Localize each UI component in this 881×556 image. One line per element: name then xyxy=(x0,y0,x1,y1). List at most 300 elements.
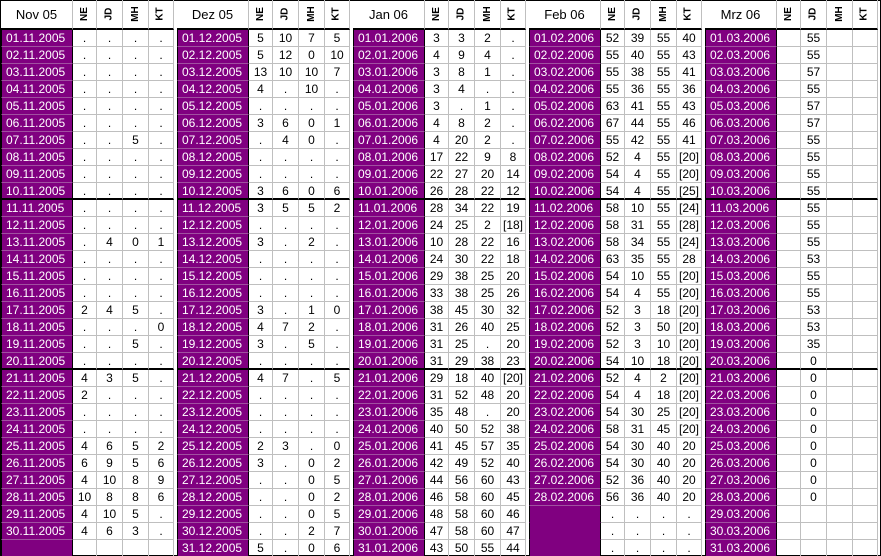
date-cell[interactable]: 09.02.2006 xyxy=(529,166,601,183)
value-cell[interactable]: 10 xyxy=(625,200,651,217)
date-cell[interactable]: 20.12.2005 xyxy=(177,353,249,370)
value-cell[interactable]: 20 xyxy=(501,387,526,404)
value-cell[interactable]: . xyxy=(123,387,149,404)
value-cell[interactable]: 55 xyxy=(801,81,827,98)
date-cell[interactable]: 08.12.2005 xyxy=(177,149,249,166)
date-cell[interactable]: 09.01.2006 xyxy=(353,166,425,183)
date-cell[interactable]: 09.03.2006 xyxy=(705,166,777,183)
date-cell[interactable]: 31.12.2005 xyxy=(177,540,249,556)
value-cell[interactable]: 55 xyxy=(801,285,827,302)
date-cell[interactable]: 26.03.2006 xyxy=(705,455,777,472)
value-cell[interactable]: 10 xyxy=(273,30,299,47)
value-cell[interactable]: 3 xyxy=(425,98,449,115)
value-cell[interactable] xyxy=(827,251,853,268)
value-cell[interactable] xyxy=(853,489,878,506)
date-cell[interactable]: 26.12.2005 xyxy=(177,455,249,472)
value-cell[interactable] xyxy=(853,268,878,285)
date-cell[interactable]: 30.11.2005 xyxy=(1,523,73,540)
date-cell[interactable]: 26.02.2006 xyxy=(529,455,601,472)
date-cell[interactable]: 18.02.2006 xyxy=(529,319,601,336)
date-cell[interactable]: 26.01.2006 xyxy=(353,455,425,472)
date-cell[interactable]: 03.03.2006 xyxy=(705,64,777,81)
value-cell[interactable]: 47 xyxy=(501,523,526,540)
value-cell[interactable] xyxy=(827,132,853,149)
value-cell[interactable]: 38 xyxy=(475,353,501,370)
value-cell[interactable]: 46 xyxy=(425,489,449,506)
value-cell[interactable] xyxy=(801,506,827,523)
value-cell[interactable]: [24] xyxy=(677,234,702,251)
value-cell[interactable] xyxy=(853,115,878,132)
value-cell[interactable]: 35 xyxy=(425,404,449,421)
date-cell[interactable]: 01.02.2006 xyxy=(529,30,601,47)
value-cell[interactable]: 2 xyxy=(475,132,501,149)
date-cell[interactable]: 08.11.2005 xyxy=(1,149,73,166)
value-cell[interactable]: 58 xyxy=(449,506,475,523)
value-cell[interactable]: 36 xyxy=(625,81,651,98)
value-cell[interactable]: 3 xyxy=(449,30,475,47)
date-cell[interactable]: 11.03.2006 xyxy=(705,200,777,217)
value-cell[interactable]: 43 xyxy=(677,47,702,64)
column-header[interactable] xyxy=(249,0,273,30)
value-cell[interactable] xyxy=(853,506,878,523)
date-cell[interactable]: 05.01.2006 xyxy=(353,98,425,115)
value-cell[interactable]: 55 xyxy=(801,166,827,183)
value-cell[interactable]: . xyxy=(73,166,97,183)
value-cell[interactable]: . xyxy=(299,404,325,421)
value-cell[interactable]: . xyxy=(501,64,526,81)
value-cell[interactable]: 5 xyxy=(325,506,350,523)
column-header[interactable] xyxy=(827,0,853,30)
value-cell[interactable]: 26 xyxy=(501,285,526,302)
value-cell[interactable]: 4 xyxy=(273,132,299,149)
value-cell[interactable]: [20] xyxy=(677,404,702,421)
value-cell[interactable]: 7 xyxy=(273,319,299,336)
value-cell[interactable]: . xyxy=(249,98,273,115)
value-cell[interactable] xyxy=(777,319,801,336)
date-cell[interactable]: 16.02.2006 xyxy=(529,285,601,302)
value-cell[interactable]: . xyxy=(97,217,123,234)
value-cell[interactable]: 55 xyxy=(651,251,677,268)
value-cell[interactable]: . xyxy=(299,353,325,370)
value-cell[interactable]: . xyxy=(501,115,526,132)
value-cell[interactable] xyxy=(827,404,853,421)
date-cell[interactable]: 14.12.2005 xyxy=(177,251,249,268)
value-cell[interactable]: 35 xyxy=(801,336,827,353)
value-cell[interactable]: 3 xyxy=(97,370,123,387)
value-cell[interactable]: 55 xyxy=(801,149,827,166)
value-cell[interactable]: 36 xyxy=(625,472,651,489)
value-cell[interactable]: . xyxy=(299,370,325,387)
value-cell[interactable]: 10 xyxy=(325,47,350,64)
month-header[interactable]: Mrz 06 xyxy=(705,0,777,30)
value-cell[interactable]: . xyxy=(273,540,299,556)
value-cell[interactable]: . xyxy=(325,217,350,234)
value-cell[interactable]: 55 xyxy=(651,47,677,64)
value-cell[interactable]: . xyxy=(249,251,273,268)
value-cell[interactable]: . xyxy=(249,489,273,506)
value-cell[interactable]: . xyxy=(677,506,702,523)
value-cell[interactable]: 38 xyxy=(425,302,449,319)
date-cell[interactable]: 02.01.2006 xyxy=(353,47,425,64)
value-cell[interactable]: 2 xyxy=(475,217,501,234)
value-cell[interactable]: 22 xyxy=(475,251,501,268)
value-cell[interactable]: 58 xyxy=(601,200,625,217)
date-cell[interactable]: 12.12.2005 xyxy=(177,217,249,234)
value-cell[interactable]: 4 xyxy=(625,370,651,387)
value-cell[interactable]: 55 xyxy=(651,217,677,234)
value-cell[interactable]: 4 xyxy=(425,115,449,132)
value-cell[interactable]: 0 xyxy=(801,404,827,421)
value-cell[interactable]: . xyxy=(249,268,273,285)
date-cell[interactable]: 01.11.2005 xyxy=(1,30,73,47)
value-cell[interactable]: 52 xyxy=(475,421,501,438)
value-cell[interactable]: 0 xyxy=(801,489,827,506)
value-cell[interactable]: . xyxy=(325,319,350,336)
value-cell[interactable]: 38 xyxy=(449,285,475,302)
value-cell[interactable]: 0 xyxy=(801,438,827,455)
value-cell[interactable]: 38 xyxy=(501,421,526,438)
column-header[interactable] xyxy=(853,0,878,30)
date-cell[interactable]: 06.01.2006 xyxy=(353,115,425,132)
value-cell[interactable] xyxy=(777,353,801,370)
date-cell[interactable]: 14.11.2005 xyxy=(1,251,73,268)
date-cell[interactable]: 17.01.2006 xyxy=(353,302,425,319)
value-cell[interactable]: 54 xyxy=(601,183,625,200)
value-cell[interactable]: 63 xyxy=(601,98,625,115)
date-cell[interactable]: 21.03.2006 xyxy=(705,370,777,387)
value-cell[interactable]: 55 xyxy=(801,47,827,64)
value-cell[interactable]: 57 xyxy=(801,64,827,81)
value-cell[interactable]: 10 xyxy=(97,472,123,489)
value-cell[interactable]: 4 xyxy=(97,302,123,319)
value-cell[interactable]: 55 xyxy=(601,47,625,64)
date-cell[interactable]: 29.11.2005 xyxy=(1,506,73,523)
value-cell[interactable]: 55 xyxy=(651,115,677,132)
value-cell[interactable]: 40 xyxy=(651,438,677,455)
value-cell[interactable]: 58 xyxy=(449,489,475,506)
value-cell[interactable] xyxy=(853,149,878,166)
value-cell[interactable]: 55 xyxy=(801,132,827,149)
value-cell[interactable]: 36 xyxy=(677,81,702,98)
value-cell[interactable] xyxy=(777,523,801,540)
value-cell[interactable]: 48 xyxy=(425,506,449,523)
value-cell[interactable]: . xyxy=(273,81,299,98)
value-cell[interactable]: . xyxy=(651,540,677,556)
value-cell[interactable]: 58 xyxy=(449,523,475,540)
value-cell[interactable]: . xyxy=(123,149,149,166)
date-cell[interactable] xyxy=(529,523,601,540)
value-cell[interactable] xyxy=(777,506,801,523)
date-cell[interactable]: 25.12.2005 xyxy=(177,438,249,455)
value-cell[interactable]: . xyxy=(273,302,299,319)
date-cell[interactable]: 12.11.2005 xyxy=(1,217,73,234)
value-cell[interactable]: . xyxy=(123,319,149,336)
value-cell[interactable]: 55 xyxy=(801,234,827,251)
value-cell[interactable]: 3 xyxy=(625,336,651,353)
value-cell[interactable]: 5 xyxy=(123,370,149,387)
value-cell[interactable]: 3 xyxy=(625,302,651,319)
value-cell[interactable]: [28] xyxy=(677,217,702,234)
value-cell[interactable]: 10 xyxy=(299,64,325,81)
value-cell[interactable]: . xyxy=(501,81,526,98)
date-cell[interactable]: 05.12.2005 xyxy=(177,98,249,115)
value-cell[interactable]: 3 xyxy=(425,81,449,98)
value-cell[interactable]: . xyxy=(273,251,299,268)
date-cell[interactable]: 19.11.2005 xyxy=(1,336,73,353)
value-cell[interactable]: 0 xyxy=(299,132,325,149)
value-cell[interactable] xyxy=(777,455,801,472)
value-cell[interactable]: . xyxy=(475,336,501,353)
value-cell[interactable]: 0 xyxy=(801,370,827,387)
date-cell[interactable]: 15.12.2005 xyxy=(177,268,249,285)
value-cell[interactable]: 0 xyxy=(801,421,827,438)
value-cell[interactable] xyxy=(853,387,878,404)
value-cell[interactable]: 31 xyxy=(425,387,449,404)
date-cell[interactable]: 06.03.2006 xyxy=(705,115,777,132)
value-cell[interactable]: . xyxy=(273,217,299,234)
value-cell[interactable]: 30 xyxy=(449,251,475,268)
value-cell[interactable]: 52 xyxy=(449,387,475,404)
date-cell[interactable]: 29.01.2006 xyxy=(353,506,425,523)
value-cell[interactable]: 31 xyxy=(625,421,651,438)
value-cell[interactable] xyxy=(97,540,123,556)
value-cell[interactable]: 2 xyxy=(325,455,350,472)
value-cell[interactable]: . xyxy=(149,115,174,132)
value-cell[interactable] xyxy=(777,47,801,64)
date-cell[interactable]: 24.01.2006 xyxy=(353,421,425,438)
value-cell[interactable]: 29 xyxy=(425,370,449,387)
value-cell[interactable]: 0 xyxy=(299,540,325,556)
value-cell[interactable]: 32 xyxy=(501,302,526,319)
value-cell[interactable]: 25 xyxy=(475,285,501,302)
value-cell[interactable]: 54 xyxy=(601,166,625,183)
value-cell[interactable]: 33 xyxy=(425,285,449,302)
date-cell[interactable]: 08.02.2006 xyxy=(529,149,601,166)
value-cell[interactable] xyxy=(777,421,801,438)
value-cell[interactable]: 8 xyxy=(123,472,149,489)
value-cell[interactable] xyxy=(777,387,801,404)
value-cell[interactable]: . xyxy=(73,217,97,234)
value-cell[interactable]: 60 xyxy=(475,523,501,540)
value-cell[interactable] xyxy=(827,285,853,302)
value-cell[interactable]: . xyxy=(249,166,273,183)
value-cell[interactable]: 7 xyxy=(299,30,325,47)
value-cell[interactable]: 24 xyxy=(425,251,449,268)
value-cell[interactable]: 41 xyxy=(425,438,449,455)
value-cell[interactable]: 55 xyxy=(801,268,827,285)
value-cell[interactable]: . xyxy=(149,183,174,200)
value-cell[interactable]: 57 xyxy=(801,98,827,115)
value-cell[interactable]: 46 xyxy=(677,115,702,132)
date-cell[interactable]: 10.02.2006 xyxy=(529,183,601,200)
value-cell[interactable]: 49 xyxy=(449,455,475,472)
value-cell[interactable] xyxy=(827,472,853,489)
value-cell[interactable]: . xyxy=(273,404,299,421)
value-cell[interactable]: 40 xyxy=(651,489,677,506)
date-cell[interactable]: 19.02.2006 xyxy=(529,336,601,353)
month-header[interactable]: Dez 05 xyxy=(177,0,249,30)
value-cell[interactable] xyxy=(827,30,853,47)
value-cell[interactable]: . xyxy=(73,81,97,98)
date-cell[interactable]: 04.02.2006 xyxy=(529,81,601,98)
value-cell[interactable]: 29 xyxy=(449,353,475,370)
value-cell[interactable]: . xyxy=(73,132,97,149)
value-cell[interactable]: . xyxy=(325,285,350,302)
value-cell[interactable]: . xyxy=(325,421,350,438)
value-cell[interactable]: [20] xyxy=(501,370,526,387)
value-cell[interactable]: . xyxy=(299,285,325,302)
value-cell[interactable]: 3 xyxy=(249,336,273,353)
column-header[interactable] xyxy=(97,0,123,30)
value-cell[interactable] xyxy=(777,234,801,251)
value-cell[interactable]: 0 xyxy=(299,455,325,472)
value-cell[interactable]: 42 xyxy=(425,455,449,472)
date-cell[interactable]: 18.12.2005 xyxy=(177,319,249,336)
value-cell[interactable]: . xyxy=(97,30,123,47)
value-cell[interactable]: 55 xyxy=(801,183,827,200)
value-cell[interactable]: . xyxy=(601,540,625,556)
value-cell[interactable]: . xyxy=(73,285,97,302)
value-cell[interactable]: 41 xyxy=(625,98,651,115)
value-cell[interactable]: . xyxy=(449,98,475,115)
value-cell[interactable]: 55 xyxy=(651,285,677,302)
value-cell[interactable]: 22 xyxy=(475,183,501,200)
value-cell[interactable]: 5 xyxy=(325,30,350,47)
value-cell[interactable]: 0 xyxy=(299,115,325,132)
value-cell[interactable]: 58 xyxy=(601,234,625,251)
value-cell[interactable]: 55 xyxy=(651,81,677,98)
value-cell[interactable]: 2 xyxy=(299,319,325,336)
value-cell[interactable]: . xyxy=(73,404,97,421)
date-cell[interactable]: 17.12.2005 xyxy=(177,302,249,319)
value-cell[interactable] xyxy=(853,336,878,353)
date-cell[interactable]: 15.01.2006 xyxy=(353,268,425,285)
value-cell[interactable]: 54 xyxy=(601,404,625,421)
value-cell[interactable]: . xyxy=(149,523,174,540)
value-cell[interactable] xyxy=(777,285,801,302)
date-cell[interactable]: 30.01.2006 xyxy=(353,523,425,540)
value-cell[interactable]: 50 xyxy=(449,540,475,556)
value-cell[interactable] xyxy=(853,30,878,47)
value-cell[interactable]: 55 xyxy=(651,64,677,81)
value-cell[interactable] xyxy=(777,302,801,319)
date-cell[interactable]: 07.03.2006 xyxy=(705,132,777,149)
date-cell[interactable]: 06.12.2005 xyxy=(177,115,249,132)
value-cell[interactable]: 30 xyxy=(625,455,651,472)
value-cell[interactable]: 8 xyxy=(97,489,123,506)
date-cell[interactable]: 24.11.2005 xyxy=(1,421,73,438)
value-cell[interactable]: 4 xyxy=(625,285,651,302)
value-cell[interactable]: . xyxy=(97,47,123,64)
value-cell[interactable]: 24 xyxy=(425,217,449,234)
value-cell[interactable]: . xyxy=(651,523,677,540)
value-cell[interactable]: 31 xyxy=(425,319,449,336)
value-cell[interactable]: . xyxy=(97,115,123,132)
date-cell[interactable]: 24.03.2006 xyxy=(705,421,777,438)
value-cell[interactable]: 53 xyxy=(801,302,827,319)
value-cell[interactable]: . xyxy=(325,404,350,421)
value-cell[interactable]: . xyxy=(273,98,299,115)
value-cell[interactable]: . xyxy=(273,149,299,166)
value-cell[interactable]: 6 xyxy=(273,115,299,132)
value-cell[interactable]: 56 xyxy=(449,472,475,489)
value-cell[interactable]: 6 xyxy=(273,183,299,200)
value-cell[interactable]: 45 xyxy=(651,421,677,438)
value-cell[interactable]: [20] xyxy=(677,268,702,285)
value-cell[interactable]: 25 xyxy=(475,268,501,285)
value-cell[interactable]: 55 xyxy=(651,183,677,200)
value-cell[interactable]: 47 xyxy=(425,523,449,540)
value-cell[interactable] xyxy=(777,370,801,387)
value-cell[interactable]: . xyxy=(249,404,273,421)
value-cell[interactable]: 4 xyxy=(73,506,97,523)
value-cell[interactable]: 20 xyxy=(449,132,475,149)
value-cell[interactable]: 54 xyxy=(601,438,625,455)
value-cell[interactable] xyxy=(827,268,853,285)
value-cell[interactable] xyxy=(827,149,853,166)
value-cell[interactable]: 0 xyxy=(299,489,325,506)
value-cell[interactable]: 52 xyxy=(601,149,625,166)
value-cell[interactable]: . xyxy=(73,115,97,132)
value-cell[interactable]: . xyxy=(97,132,123,149)
value-cell[interactable]: . xyxy=(123,30,149,47)
value-cell[interactable]: 2 xyxy=(73,387,97,404)
value-cell[interactable]: . xyxy=(273,285,299,302)
value-cell[interactable]: . xyxy=(325,353,350,370)
value-cell[interactable] xyxy=(853,438,878,455)
date-cell[interactable]: 14.02.2006 xyxy=(529,251,601,268)
value-cell[interactable]: 10 xyxy=(73,489,97,506)
date-cell[interactable]: 28.11.2005 xyxy=(1,489,73,506)
value-cell[interactable]: . xyxy=(149,404,174,421)
value-cell[interactable]: 26 xyxy=(449,319,475,336)
date-cell[interactable]: 15.11.2005 xyxy=(1,268,73,285)
value-cell[interactable]: . xyxy=(149,47,174,64)
date-cell[interactable]: 04.12.2005 xyxy=(177,81,249,98)
date-cell[interactable]: 06.11.2005 xyxy=(1,115,73,132)
value-cell[interactable]: 4 xyxy=(425,132,449,149)
value-cell[interactable] xyxy=(777,64,801,81)
value-cell[interactable]: 22 xyxy=(475,200,501,217)
value-cell[interactable] xyxy=(853,455,878,472)
value-cell[interactable]: 5 xyxy=(123,302,149,319)
value-cell[interactable]: . xyxy=(97,421,123,438)
date-cell[interactable]: 02.11.2005 xyxy=(1,47,73,64)
date-cell[interactable]: 01.01.2006 xyxy=(353,30,425,47)
date-cell[interactable]: 19.01.2006 xyxy=(353,336,425,353)
value-cell[interactable]: 55 xyxy=(651,149,677,166)
date-cell[interactable]: 10.03.2006 xyxy=(705,183,777,200)
value-cell[interactable]: 38 xyxy=(449,268,475,285)
value-cell[interactable]: . xyxy=(677,540,702,556)
value-cell[interactable]: 3 xyxy=(273,438,299,455)
value-cell[interactable]: 4 xyxy=(625,149,651,166)
value-cell[interactable]: 20 xyxy=(677,438,702,455)
value-cell[interactable]: 22 xyxy=(449,149,475,166)
value-cell[interactable]: 55 xyxy=(651,268,677,285)
value-cell[interactable]: . xyxy=(325,98,350,115)
value-cell[interactable] xyxy=(827,489,853,506)
value-cell[interactable] xyxy=(853,404,878,421)
value-cell[interactable]: 5 xyxy=(273,200,299,217)
value-cell[interactable]: . xyxy=(249,285,273,302)
value-cell[interactable]: . xyxy=(149,285,174,302)
value-cell[interactable]: . xyxy=(73,200,97,217)
value-cell[interactable]: 5 xyxy=(249,30,273,47)
column-header[interactable] xyxy=(625,0,651,30)
value-cell[interactable] xyxy=(853,217,878,234)
value-cell[interactable]: 56 xyxy=(601,489,625,506)
